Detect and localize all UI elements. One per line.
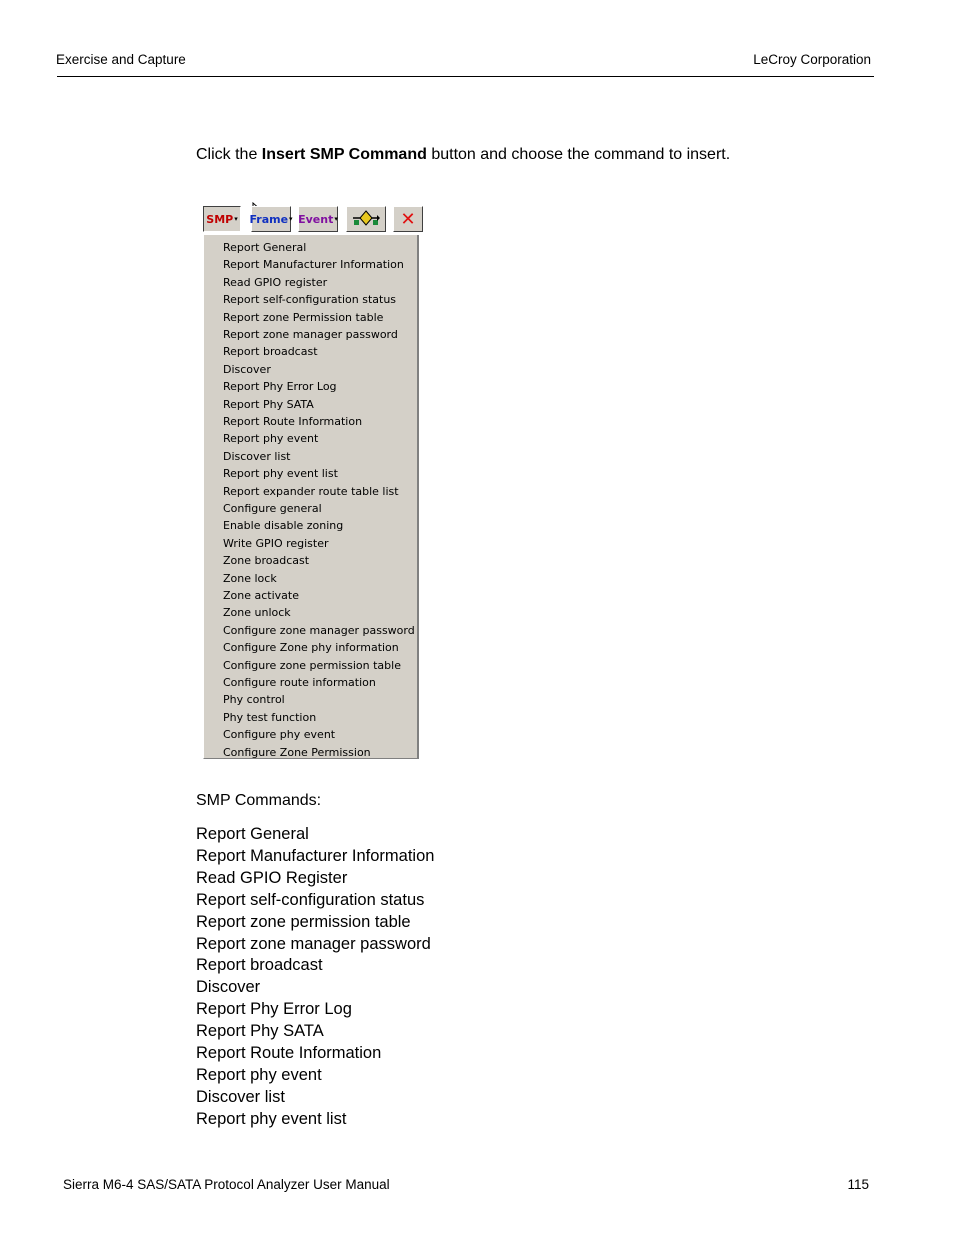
event-dropdown-arrow-icon: ▾ (334, 215, 338, 223)
header-right: LeCroy Corporation (753, 52, 871, 67)
intro-bold: Insert SMP Command (261, 146, 427, 163)
insert-branch-button[interactable] (346, 206, 386, 232)
menu-item[interactable]: Configure phy event (223, 728, 336, 742)
menu-item[interactable]: Report expander route table list (223, 484, 399, 498)
list-item: Report zone permission table (196, 912, 411, 931)
list-item: Report zone manager password (196, 934, 431, 953)
list-item: Discover (196, 978, 261, 997)
smp-command-dropdown-menu (203, 235, 419, 759)
menu-item[interactable]: Report General (223, 241, 307, 254)
menu-item[interactable]: Report broadcast (223, 345, 318, 359)
event-button-label: Event (298, 212, 334, 226)
list-item: Read GPIO Register (196, 868, 348, 887)
menu-item[interactable]: Configure Zone Permission (223, 745, 371, 759)
list-item: Report Phy Error Log (196, 1000, 352, 1019)
menu-item[interactable]: Read GPIO register (223, 275, 328, 289)
menu-item[interactable]: Report Route Information (223, 415, 363, 428)
list-item: Report Phy SATA (196, 1022, 324, 1041)
header-rule (57, 76, 874, 77)
list-item: Report phy event (196, 1065, 322, 1084)
menu-item[interactable]: Report Phy SATA (223, 397, 314, 411)
insert-smp-command-button[interactable] (203, 206, 241, 232)
menu-item[interactable]: Phy test function (223, 710, 317, 724)
menu-item[interactable]: Configure route information (223, 676, 376, 689)
menu-item[interactable]: Report Phy Error Log (223, 380, 337, 394)
menu-item[interactable]: Discover list (223, 449, 291, 463)
menu-item[interactable]: Zone activate (223, 589, 299, 602)
menu-item[interactable]: Report phy event (223, 432, 319, 446)
list-item: Report broadcast (196, 956, 323, 975)
menu-item[interactable]: Write GPIO register (223, 536, 329, 550)
menu-item[interactable]: Configure general (223, 502, 322, 515)
header-left: Exercise and Capture (56, 52, 186, 67)
footer-manual-title: Sierra M6-4 SAS/SATA Protocol Analyzer User Manual (63, 1177, 390, 1192)
menu-item[interactable]: Report zone manager password (223, 328, 398, 341)
list-item: Report Route Information (196, 1044, 382, 1063)
frame-dropdown-arrow-icon: ▾ (289, 215, 293, 223)
list-item: Report phy event list (196, 1109, 347, 1128)
delete-button[interactable] (393, 206, 423, 232)
menu-item[interactable]: Enable disable zoning (223, 519, 344, 533)
toolbar (200, 204, 420, 236)
frame-button-label: Frame (249, 212, 289, 226)
menu-item[interactable]: Configure zone permission table (223, 658, 401, 672)
menu-item[interactable]: Zone broadcast (223, 554, 310, 568)
list-item: Discover list (196, 1087, 285, 1106)
smp-button-label: SMP (206, 212, 234, 226)
menu-item[interactable]: Configure Zone phy information (223, 641, 399, 655)
list-item: Report self-configuration status (196, 890, 425, 909)
smp-menu-screenshot (200, 204, 420, 760)
insert-frame-button[interactable] (251, 206, 291, 232)
intro-prefix: Click the (196, 146, 262, 163)
list-item: Report Manufacturer Information (196, 846, 435, 865)
list-item: Report General (196, 825, 309, 843)
intro-suffix: button and choose the command to insert. (426, 146, 731, 163)
menu-item[interactable]: Zone lock (223, 571, 277, 585)
delete-icon: ✕ (400, 208, 416, 230)
intro-paragraph (196, 146, 730, 164)
footer-page-number: 115 (847, 1177, 869, 1192)
insert-event-button[interactable] (298, 206, 338, 232)
menu-item[interactable]: Report zone Permission table (223, 310, 384, 324)
menu-item[interactable]: Discover (223, 362, 271, 376)
menu-item[interactable]: Report phy event list (223, 467, 338, 481)
menu-item[interactable]: Zone unlock (223, 606, 291, 620)
branch-icon (351, 209, 381, 230)
smp-commands-title: SMP Commands: (196, 792, 322, 809)
menu-item[interactable]: Report self-configuration status (223, 293, 397, 307)
menu-item[interactable]: Phy control (223, 693, 285, 707)
menu-item[interactable]: Configure zone manager password (223, 623, 415, 637)
menu-item[interactable]: Report Manufacturer Information (223, 258, 404, 272)
smp-dropdown-arrow-icon: ▾ (234, 215, 238, 223)
smp-commands-list (196, 824, 434, 1131)
